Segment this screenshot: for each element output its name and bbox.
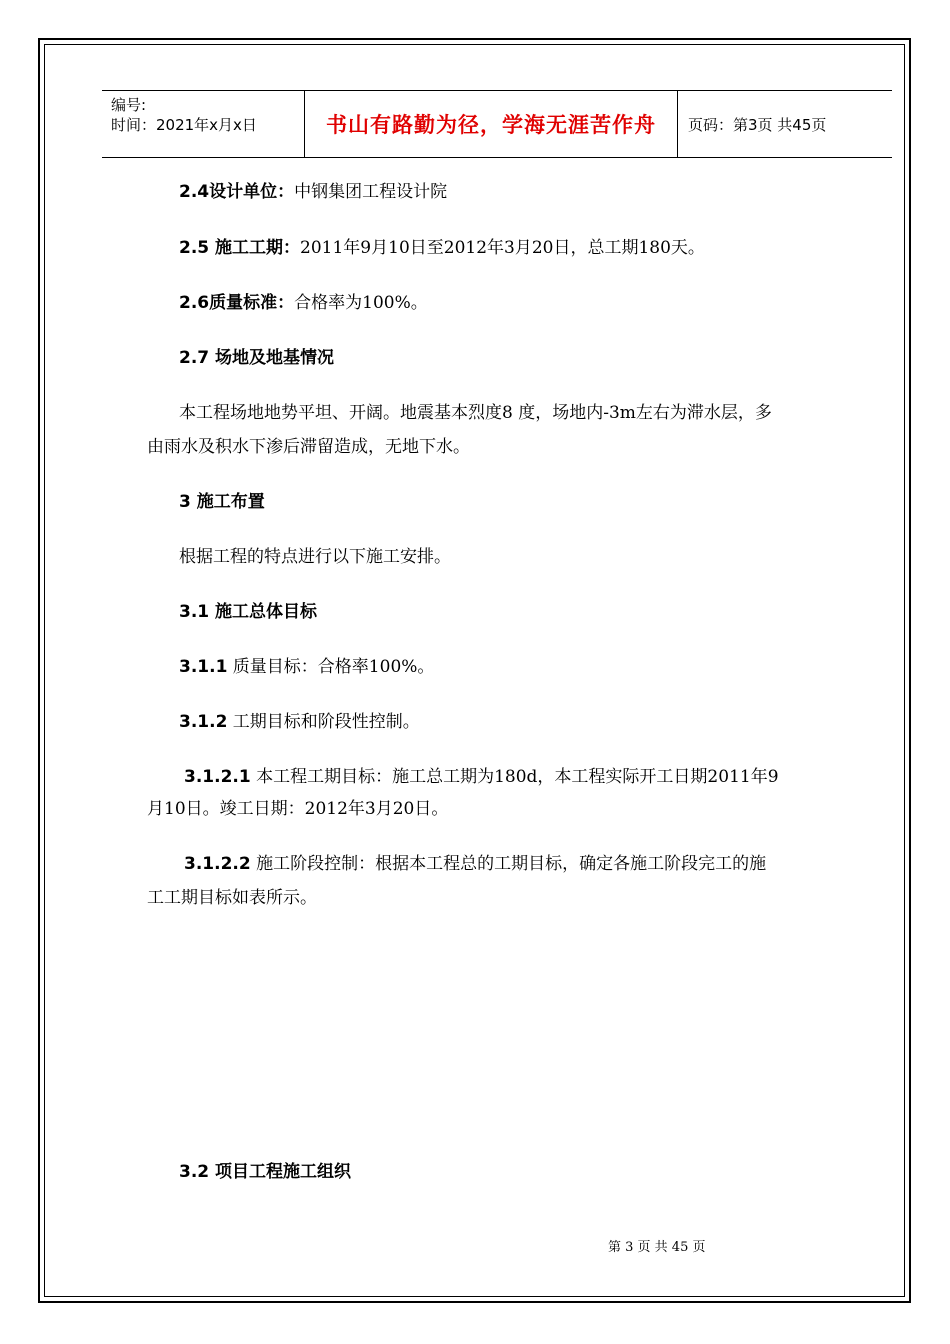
section-3-intro: 根据工程的特点进行以下施工安排。 <box>179 547 451 567</box>
section-3-2-title: 3.2 项目工程施工组织 <box>179 1162 352 1182</box>
section-3-1-1-num: 3.1.1 <box>179 657 228 677</box>
section-3-1-2-text: 工期目标和阶段性控制。 <box>227 712 420 732</box>
section-3-1-title: 3.1 施工总体目标 <box>179 602 318 622</box>
section-3-1-2-1-line1 <box>184 766 779 788</box>
section-3-1-2 <box>179 711 420 733</box>
section-3-1-2-2-line2: 工工期目标如表所示。 <box>147 888 317 908</box>
section-2-6-label: 2.6质量标准： <box>179 293 295 313</box>
section-2-5 <box>179 237 705 259</box>
page-footer: 第 3 页 共 45 页 <box>608 1240 706 1255</box>
section-3-1-1-text: 质量目标：合格率100%。 <box>227 657 435 677</box>
section-3-1-2-1-num: 3.1.2.1 <box>184 767 251 787</box>
section-3-1-2-1-text: 本工程工期目标：施工总工期为180d，本工程实际开工日期2011年9 <box>250 767 779 787</box>
header-motto-cell <box>304 91 678 157</box>
section-3-1-2-2-line1 <box>184 853 766 875</box>
section-3-title: 3 施工布置 <box>179 492 265 512</box>
header-page-cell <box>678 91 892 157</box>
code-label: 编号: <box>111 96 147 114</box>
page-code: 页码：第3页 共45页 <box>688 115 827 134</box>
section-2-4-label: 2.4设计单位： <box>179 182 295 202</box>
section-3-1-2-2-num: 3.1.2.2 <box>184 854 251 874</box>
section-2-7-title: 2.7 场地及地基情况 <box>179 348 335 368</box>
section-2-5-label: 2.5 施工工期： <box>179 238 301 258</box>
section-3-1-2-num: 3.1.2 <box>179 712 228 732</box>
section-2-7-para-line1: 本工程场地地势平坦、开阔。地震基本烈度8 度，场地内-3m左右为滞水层，多 <box>179 403 772 423</box>
header-left-cell <box>102 91 304 157</box>
section-2-7-para-line2: 由雨水及积水下渗后滞留造成，无地下水。 <box>147 437 470 457</box>
page-header <box>102 90 892 158</box>
section-2-6-value: 合格率为100%。 <box>294 293 428 313</box>
motto: 书山有路勤为径，学海无涯苦作舟 <box>326 113 656 137</box>
section-2-4-value: 中钢集团工程设计院 <box>294 182 448 202</box>
section-3-1-2-1-line2: 月10日。竣工日期：2012年3月20日。 <box>147 799 449 819</box>
section-3-1-1 <box>179 656 434 678</box>
time-line: 时间：2021年x月x日 <box>111 116 257 134</box>
section-3-1-2-2-text: 施工阶段控制：根据本工程总的工期目标，确定各施工阶段完工的施 <box>250 854 767 874</box>
section-2-5-value: 2011年9月10日至2012年3月20日，总工期180天。 <box>300 238 705 258</box>
page-border-inner <box>44 44 905 1297</box>
section-2-6 <box>179 292 428 314</box>
section-2-4 <box>179 181 447 203</box>
